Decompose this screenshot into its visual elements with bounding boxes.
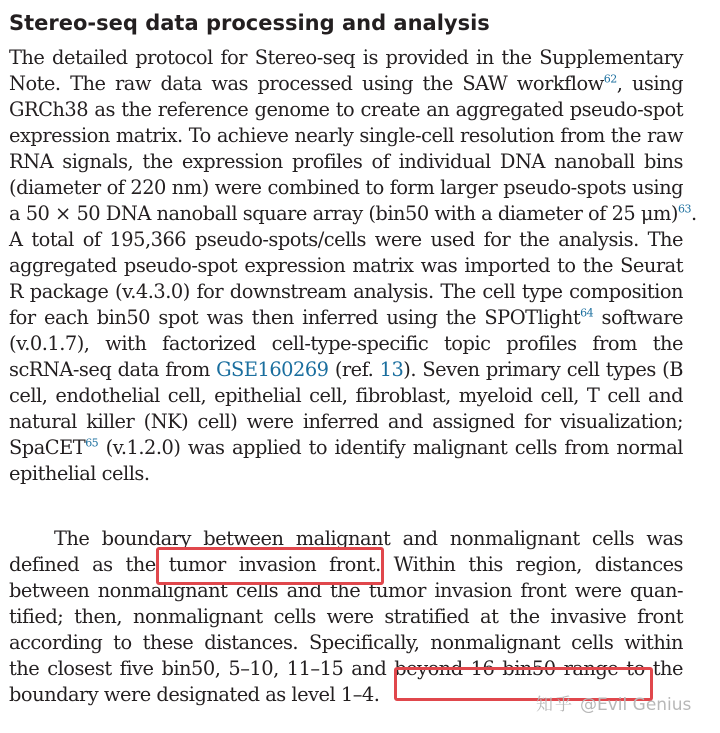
paragraph-line: tified; then, nonmalignant cells were stratified at the invasive front <box>9 605 683 628</box>
paragraph-line: RNA signals, the expression profiles of individual DNA nanoball bins <box>9 150 683 173</box>
citation-link[interactable]: 62 <box>603 72 617 86</box>
paragraph-line: aggregated pseudo-spot expression matrix was imported to the Seurat <box>9 254 683 277</box>
watermark-site: 知乎 <box>536 695 574 715</box>
watermark-handle: @Evil Genius <box>580 695 692 715</box>
highlight-box-invasion-front <box>156 547 384 585</box>
paragraph-line: according to these distances. Specifically, nonmalignant cells within <box>9 631 683 654</box>
paragraph-line: expression matrix. To achieve nearly single-cell resolution from the raw <box>9 124 683 147</box>
paragraph-line: (v.0.1.7), with factorized cell-type-specific topic profiles from the <box>9 332 683 355</box>
paragraph-line: R package (v.4.3.0) for downstream analysis. The cell type composition <box>9 280 683 303</box>
paragraph-line: The detailed protocol for Stereo-seq is provided in the Supplementary <box>9 46 683 69</box>
paragraph-line: scRNA-seq data from GSE160269 (ref. 13). Seven primary cell types (B <box>9 358 683 381</box>
citation-link[interactable]: 65 <box>85 436 99 450</box>
paragraph-line: a 50 × 50 DNA nanoball square array (bin50 with a diameter of 25 μm)$^{63}$. <box>9 202 697 225</box>
paragraph-line: between nonmalignant cells and the tumor invasion front were quan- <box>9 579 683 602</box>
paragraph-line: SpaCET$^{65}$ (v.1.2.0) was applied to identify malignant cells from normal <box>9 436 683 459</box>
watermark <box>536 690 691 715</box>
paragraph-line: boundary were designated as level 1–4. <box>9 683 380 706</box>
citation-link[interactable]: 63 <box>677 202 691 216</box>
paragraph-line: cell, endothelial cell, epithelial cell, fibroblast, myeloid cell, T cell and <box>9 384 683 407</box>
highlighted-phrase: tumor invasion front. <box>168 553 381 576</box>
paragraph-line: A total of 195,366 pseudo-spots/cells were used for the analysis. The <box>9 228 683 251</box>
paragraph-line: the closest five bin50, 5–10, 11–15 and beyond 16 bin50 range to the <box>9 657 683 680</box>
paragraph-line: for each bin50 spot was then inferred using the SPOTlight$^{64}$ software <box>9 306 683 329</box>
section-heading: Stereo-seq data processing and analysis <box>9 11 490 35</box>
citation-link[interactable]: 64 <box>580 306 594 320</box>
paragraph-line: defined as the tumor invasion front. Within this region, distances <box>9 553 683 576</box>
highlighted-phrase: beyond 16 bin50 range to <box>394 657 645 680</box>
paragraph-line: GRCh38 as the reference genome to create an aggregated pseudo-spot <box>9 98 683 121</box>
geo-accession-link[interactable]: GSE160269 <box>216 358 329 381</box>
paragraph-line: (diameter of 220 nm) were combined to form larger pseudo-spots using <box>9 176 683 199</box>
paragraph-line: The boundary between malignant and nonmalignant cells was <box>54 527 683 550</box>
paragraph-line: natural killer (NK) cell) were inferred and assigned for visualization; <box>9 410 683 433</box>
paragraph-line: epithelial cells. <box>9 462 150 485</box>
reference-link[interactable]: 13 <box>379 358 404 381</box>
paragraph-line: Note. The raw data was processed using the SAW workflow$^{62}$, using <box>9 72 683 95</box>
